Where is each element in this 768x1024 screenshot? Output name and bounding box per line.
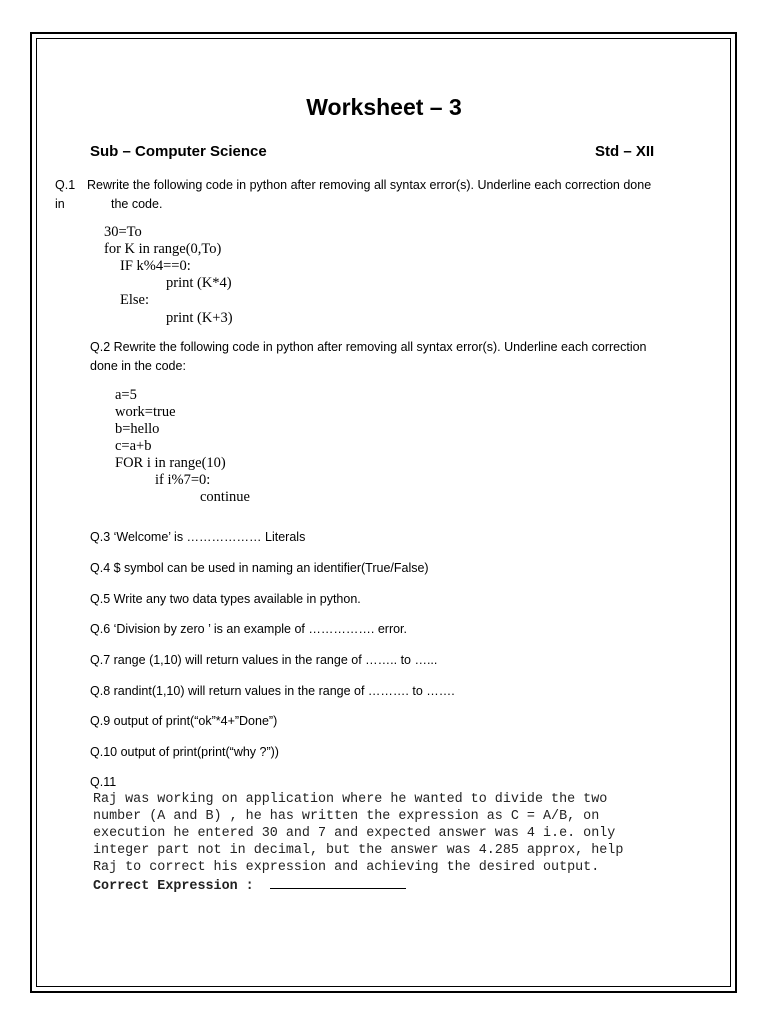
correct-expression-label: Correct Expression : [93, 879, 254, 894]
question-q8: Q.8 randint(1,10) will return values in the range of ………. to ……. [90, 684, 455, 698]
q2-code-line: b=hello [115, 421, 160, 437]
standard-label: Std – XII [595, 143, 655, 160]
q11-text-line: number (A and B) , he has written the expression as C = A/B, on [93, 809, 600, 824]
q1-code-line: print (K*4) [166, 275, 232, 291]
question-q9: Q.9 output of print(“ok”*4+”Done”) [90, 714, 278, 728]
subject-label: Sub – Computer Science [90, 143, 267, 160]
q2-code-line: work=true [115, 404, 176, 420]
question-q6: Q.6 ‘Division by zero ’ is an example of ……………. error. [90, 622, 407, 636]
q11-text-line: Raj was working on application where he wanted to divide the two [93, 792, 608, 807]
question-q3: Q.3 ‘Welcome’ is ……………… Literals [90, 530, 306, 544]
q1-code-line: Else: [120, 292, 149, 308]
q1-label: Q.1 [55, 178, 76, 192]
question-q7: Q.7 range (1,10) will return values in the range of …….. to …... [90, 653, 438, 667]
q11-text-line: integer part not in decimal, but the answer was 4.285 approx, help [93, 843, 624, 858]
q11-text-line: execution he entered 30 and 7 and expected answer was 4 i.e. only [93, 826, 616, 841]
q2-code-line: FOR i in range(10) [115, 455, 226, 471]
q2-text-line1: Q.2 Rewrite the following code in python after removing all syntax error(s). Underline each correction [90, 340, 647, 354]
q2-code-line: a=5 [115, 387, 137, 403]
q1-text-line2-end: the code. [111, 197, 163, 211]
answer-blank-line [270, 876, 406, 889]
q2-code-line: continue [200, 489, 250, 505]
q11-label: Q.11 [90, 775, 117, 789]
q1-code-line: print (K+3) [166, 310, 233, 326]
q1-text-line1: Rewrite the following code in python after removing all syntax error(s). Underline each correction done [87, 178, 652, 192]
q2-code-line: c=a+b [115, 438, 152, 454]
q1-text-line2-start: in [55, 197, 65, 211]
page-title: Worksheet – 3 [306, 94, 462, 120]
q2-code-line: if i%7=0: [155, 472, 211, 488]
q11-answer-row [93, 876, 623, 895]
question-q4: Q.4 $ symbol can be used in naming an identifier(True/False) [90, 561, 429, 575]
q1-code-line: for K in range(0,To) [104, 241, 222, 257]
q1-code-line: 30=To [104, 224, 142, 240]
question-q5: Q.5 Write any two data types available in python. [90, 592, 361, 606]
q11-text-line: Raj to correct his expression and achieving the desired output. [93, 860, 600, 875]
q11-text-block [93, 791, 623, 895]
question-q10: Q.10 output of print(print(“why ?”)) [90, 745, 279, 759]
q1-code-line: IF k%4==0: [120, 258, 191, 274]
q2-text-line2: done in the code: [90, 359, 186, 373]
